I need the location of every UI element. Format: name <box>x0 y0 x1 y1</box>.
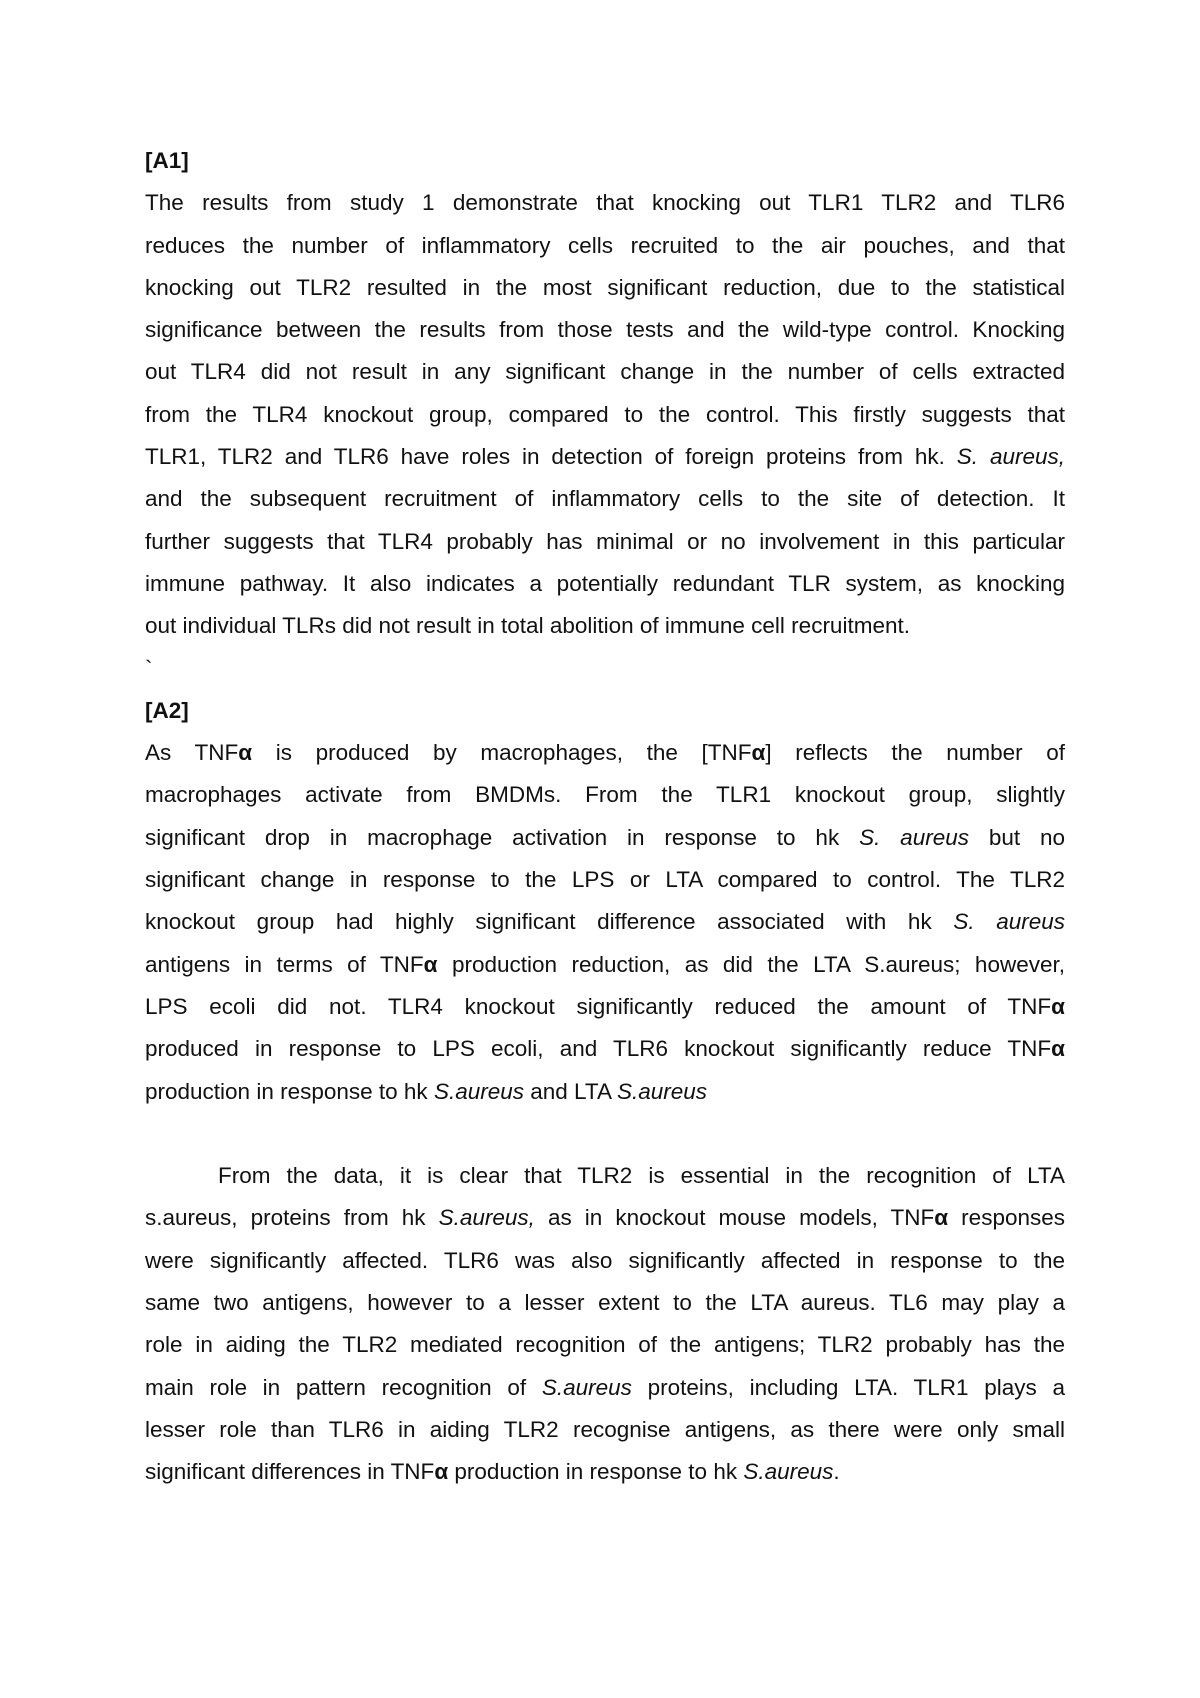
alpha-symbol: α <box>434 1459 449 1485</box>
section-heading: [A1] <box>145 148 189 173</box>
text-segment: LPS ecoli did not. TLR4 knockout significantly reduced the amount of TNF <box>145 993 1052 1019</box>
text-segment: but no <box>968 824 1066 850</box>
text-line <box>145 817 1065 859</box>
text-line <box>145 605 1065 647</box>
text-line <box>145 1155 1065 1197</box>
text-segment: reduces the number of inflammatory cells recruited to the air pouches, and that <box>145 232 1065 258</box>
text-segment: responses <box>948 1205 1065 1231</box>
text-segment: macrophages activate from BMDMs. From the TLR1 knockout group, slightly <box>145 782 1065 808</box>
text-segment: proteins, including LTA. TLR1 plays a <box>631 1374 1065 1400</box>
text-segment: The results from study 1 demonstrate that knocking out TLR1 TLR2 and TLR6 <box>145 190 1065 216</box>
alpha-symbol: α <box>751 740 766 766</box>
text-line <box>145 394 1065 436</box>
text-line <box>145 732 1065 774</box>
text-segment: TLR1, TLR2 and TLR6 have roles in detection of foreign proteins from hk. <box>145 444 957 470</box>
text-segment: production in response to hk <box>448 1459 744 1485</box>
text-segment: s.aureus, proteins from hk <box>145 1205 439 1231</box>
alpha-symbol: α <box>423 951 438 977</box>
text-line <box>145 648 1065 690</box>
text-segment: lesser role than TLR6 in aiding TLR2 recognise antigens, as there were only small <box>145 1416 1065 1442</box>
text-line <box>145 267 1065 309</box>
text-segment: out TLR4 did not result in any significant change in the number of cells extracted <box>145 359 1065 385</box>
text-line <box>145 182 1065 224</box>
text-line <box>145 521 1065 563</box>
text-segment: production in response to hk <box>145 1078 434 1104</box>
text-line <box>145 1367 1065 1409</box>
alpha-symbol: α <box>1051 993 1065 1019</box>
text-line <box>145 478 1065 520</box>
italic-text: S. aureus, <box>956 444 1065 470</box>
text-segment: production reduction, as did the LTA S.aureus; however, <box>437 951 1065 977</box>
italic-text: S. aureus <box>859 824 969 850</box>
text-line <box>145 859 1065 901</box>
italic-text: S.aureus, <box>438 1205 535 1231</box>
text-line <box>145 309 1065 351</box>
text-segment: and LTA <box>524 1078 617 1104</box>
text-line <box>145 225 1065 267</box>
text-segment: further suggests that TLR4 probably has minimal or no involvement in this particular <box>145 528 1065 554</box>
text-segment: . <box>833 1459 840 1485</box>
italic-text: S.aureus <box>616 1078 708 1104</box>
text-segment: and the subsequent recruitment of inflammatory cells to the site of detection. It <box>145 486 1065 512</box>
alpha-symbol: α <box>1051 1036 1065 1062</box>
text-line <box>145 351 1065 393</box>
section-heading: [A2] <box>145 697 189 723</box>
text-segment: as in knockout mouse models, TNF <box>534 1205 935 1231</box>
text-line <box>145 1240 1065 1282</box>
document-body <box>145 140 1065 1494</box>
text-segment: significant differences in TNF <box>145 1459 435 1485</box>
text-line <box>145 1451 1065 1493</box>
text-segment: produced in response to LPS ecoli, and TLR6 knockout significantly reduce TNF <box>145 1036 1052 1062</box>
text-segment: were significantly affected. TLR6 was also significantly affected in response to the <box>145 1247 1065 1273</box>
text-line <box>145 1282 1065 1324</box>
text-line <box>145 774 1065 816</box>
text-segment: from the TLR4 knockout group, compared to the control. This firstly suggests that <box>145 401 1065 427</box>
text-line <box>145 1071 1065 1113</box>
text-segment: ` <box>145 655 153 681</box>
text-line <box>145 563 1065 605</box>
text-segment: antigens in terms of TNF <box>145 951 424 977</box>
alpha-symbol: α <box>934 1205 949 1231</box>
italic-text: S.aureus <box>743 1459 834 1485</box>
text-line <box>145 901 1065 943</box>
italic-text: S.aureus <box>433 1078 524 1104</box>
text-line <box>145 1409 1065 1451</box>
text-segment: significant drop in macrophage activation in response to hk <box>145 824 860 850</box>
text-line <box>145 436 1065 478</box>
text-line <box>145 1028 1065 1070</box>
italic-text: S. aureus <box>953 909 1065 935</box>
text-segment: is produced by macrophages, the [TNF <box>252 740 752 766</box>
text-segment: same two antigens, however to a lesser extent to the LTA aureus. TL6 may play a <box>145 1290 1065 1316</box>
text-line <box>145 1113 1065 1155</box>
text-segment: main role in pattern recognition of <box>145 1374 542 1400</box>
text-segment: From the data, it is clear that TLR2 is essential in the recognition of LTA <box>218 1163 1065 1189</box>
text-line <box>145 1324 1065 1366</box>
text-line <box>145 944 1065 986</box>
text-segment: out individual TLRs did not result in total abolition of immune cell recruitment. <box>145 613 910 639</box>
italic-text: S.aureus <box>541 1374 632 1400</box>
text-line <box>145 986 1065 1028</box>
text-segment: knockout group had highly significant difference associated with hk <box>145 909 954 935</box>
text-segment: role in aiding the TLR2 mediated recognition of the antigens; TLR2 probably has the <box>145 1332 1065 1358</box>
text-segment: As TNF <box>145 740 239 766</box>
text-segment: immune pathway. It also indicates a potentially redundant TLR system, as knocking <box>145 570 1065 596</box>
text-line <box>145 1197 1065 1239</box>
text-segment: significant change in response to the LPS or LTA compared to control. The TLR2 <box>145 867 1065 893</box>
text-segment: knocking out TLR2 resulted in the most significant reduction, due to the statistical <box>145 274 1065 300</box>
alpha-symbol: α <box>238 740 253 766</box>
text-segment: ] reflects the number of <box>765 740 1065 766</box>
text-segment: significance between the results from those tests and the wild-type control. Knocking <box>145 317 1065 343</box>
